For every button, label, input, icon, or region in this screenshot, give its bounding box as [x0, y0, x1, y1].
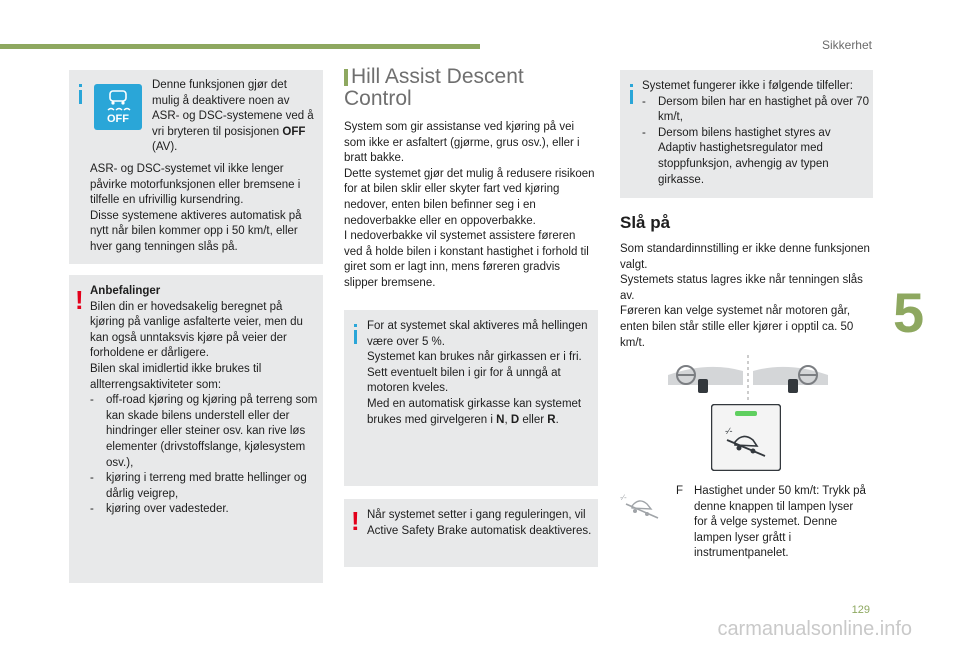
page-number: 129: [851, 604, 870, 616]
section-heading: Slå på: [620, 213, 671, 232]
activation-text: Som standardinnstilling er ikke denne funksjonen valgt. Systemets status lagres ikke når tenningen slås av. Føreren kan velge systemet når motoren går, enten bilen står stille eller kjører i opptil ca. 50 km/t.: [620, 243, 870, 349]
list-item: - off-road kjøring og kjøring på terreng som kan skade bilens understell eller der hindringer eller steiner osv. kan rive løs elementer (drivstoffslange, kjølesystem osv.),: [90, 394, 318, 469]
chapter-number: 5: [893, 281, 925, 344]
off-info-box: [69, 70, 323, 264]
list-item: - Dersom bilens hastighet styres av Adaptiv hastighetsregulator med stoppfunksjon, avhengig av typen girkasse.: [642, 126, 831, 186]
off-body: ASR- og DSC-systemet vil ikke lenger påvirke motorfunksjonen eller bremsene i tilfelle en ufrivillig kursendring. Disse systemene aktiveres automatisk på nytt når bilen kommer opp i 50 km/t, eller hver gang tenningen slås på.: [90, 163, 302, 253]
info-icon: [354, 324, 357, 327]
off-note: Denne funksjonen gjør det mulig å deaktivere noen av ASR- og DSC-systemene ved å vri bryteren til posisjonen OFF (AV).: [152, 79, 314, 154]
hadc-indicator-icon: [618, 490, 664, 522]
section-title: Sikkerhet: [821, 38, 872, 52]
warning-icon: !: [351, 506, 360, 536]
esp-off-icon: [94, 84, 142, 130]
off-label: OFF: [107, 113, 129, 125]
dashboard-illustration: [668, 355, 828, 405]
warning-icon: !: [75, 285, 84, 315]
svg-text:-∕-: -∕-: [620, 493, 627, 502]
list-item: - Dersom bilen har en hastighet på over 70 km/t,: [642, 95, 869, 124]
info-icon: [630, 84, 633, 87]
hadc-button-illustration: [711, 404, 781, 471]
page-title: Hill Assist Descent Control: [344, 65, 524, 110]
svg-text:-∕-: -∕-: [725, 426, 733, 436]
list-item: - kjøring over vadesteder.: [90, 503, 229, 516]
hadc-description: System som gir assistanse ved kjøring på vei som ikke er asfaltert (gjørme, grus osv.), eller i bratt bakke. Dette systemet gjør det mulig å redusere risikoen for at bilen sklir eller skyter fart ved kjøring nedover, enten bilen befinner seg i en nedoverbakke eller en oppoverbakke. I nedoverbakke vil systemet assistere føreren ved å holde bilen i konstant hastighet i forhold til giret som er lagt inn, mens føreren gradvis slipper bremsene.: [344, 121, 595, 289]
active-safety-brake-warning: ! Når systemet setter i gang reguleringen, vil Active Safety Brake automatisk deaktiveres.: [344, 499, 598, 567]
recommendations-title: Anbefalinger: [90, 285, 161, 297]
bullet-symbol: F: [676, 485, 684, 497]
header-rule: [0, 44, 480, 49]
limitations-info-box: Systemet fungerer ikke i følgende tilfeller: - Dersom bilen har en hastighet på over 70 km/t, - Dersom bilens hastighet styres av Adaptiv hastighetsregulator med stoppfunksjon, avhengig av typen girkasse.: [620, 70, 873, 198]
watermark: carmanualsonline.info: [717, 618, 912, 640]
activation-info-box: For at systemet skal aktiveres må hellingen være over 5 %. Systemet kan brukes når girkassen er i fri. Sett eventuelt bilen i gir for å unngå at motoren kveles. Med en automatisk girkasse kan systemet brukes med girvelgeren i N, D eller R.: [344, 310, 598, 486]
info-icon: [79, 90, 82, 104]
recommendations-box: ! Anbefalinger Bilen din er hovedsakelig beregnet på kjøring på vanlige asfalterte veier, men du kan også unntaksvis kjøre på veier der forholdene er dårligere. Bilen skal imidlertid ikke brukes til allterrengsaktiviteter som: - off-road kjøring og kjøring på terreng som kan skade bilens understell eller der hindringer eller steiner osv. kan rive løs elementer (drivstoffslange, kjølesystem osv.), - kjøring i terreng med bratte hellinger og dårlig veigrep, - kjøring over vadesteder.: [69, 275, 323, 583]
list-item: - kjøring i terreng med bratte hellinger og dårlig veigrep,: [90, 472, 307, 500]
